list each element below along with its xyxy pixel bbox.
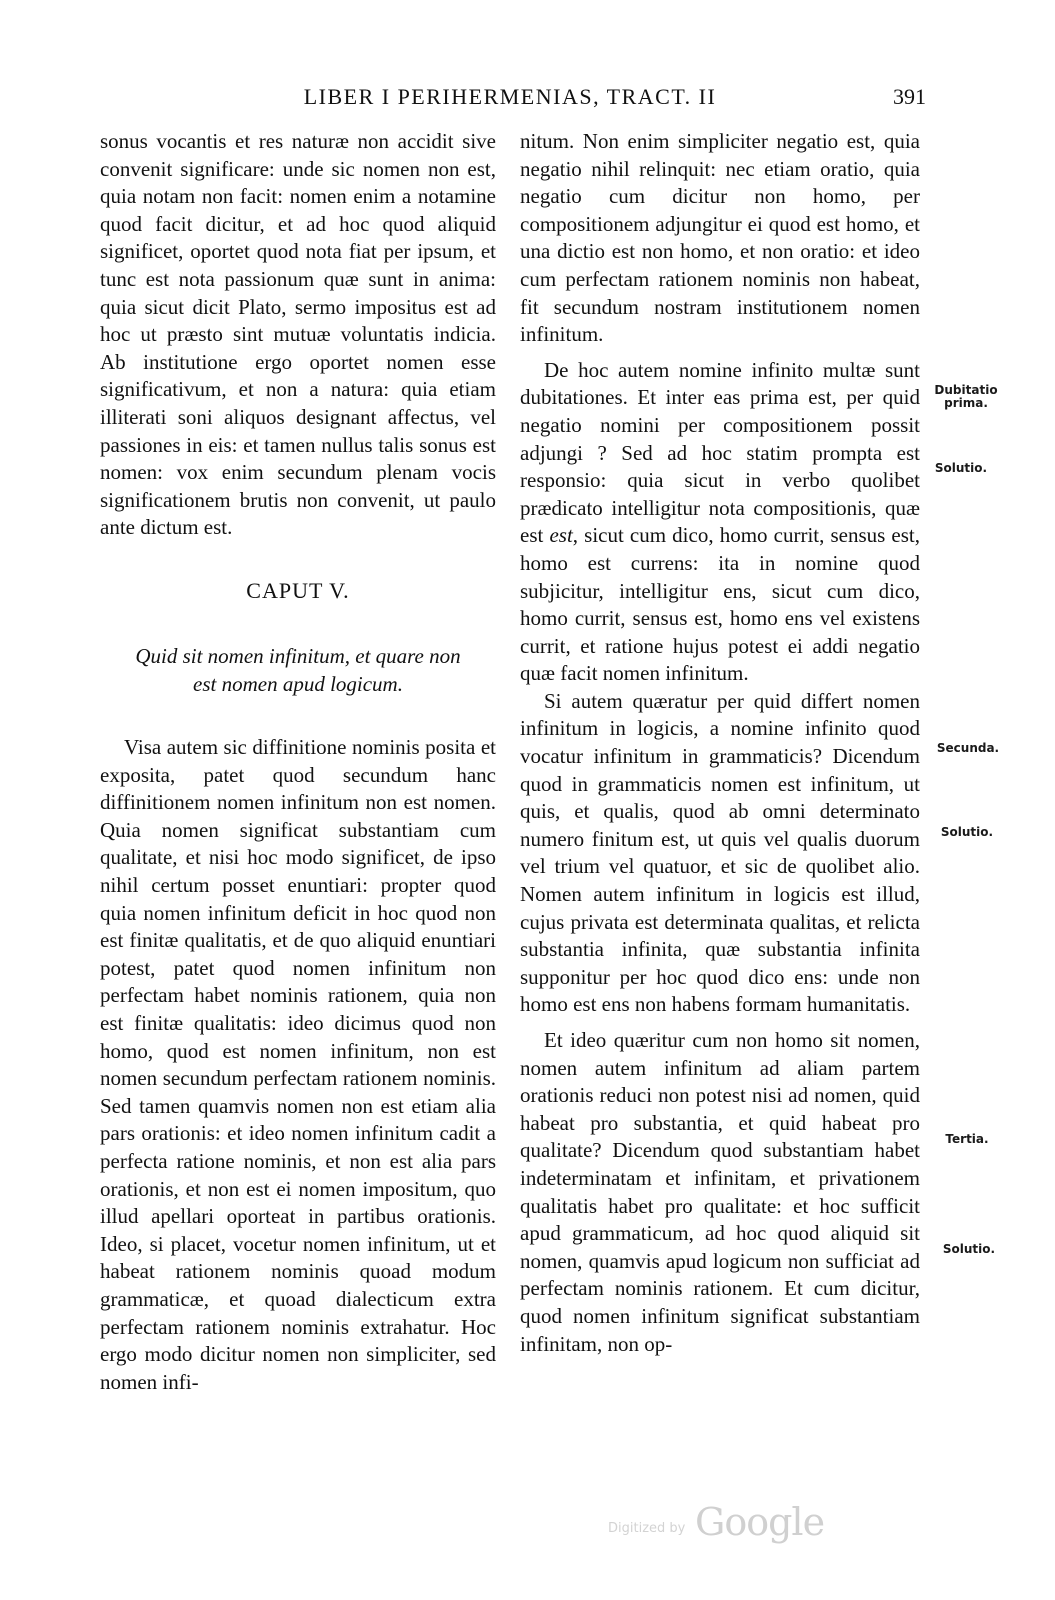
left-paragraph-2: Visa autem sic diffinitione nominis posita et exposita, patet quod secundum hanc diffinitionem nomen infinitum non est nomen. Quia nomen significat substantiam cum qualitate, et nisi hoc modo significet, de ipso nihil certum posset enuntiari: propter quod quia nomen infinitum deficit in hoc quod non est finitæ qualitatis, et de quo aliquid enuntiari potest, patet quod nomen infinitum non perfectam habet nominis rationem, quia non est finitæ qualitatis: ideo dicimus quod non homo, quod est nomen infinitum, non est nomen secundum perfectam rationem nominis. Sed tamen quamvis nomen non est etiam alia pars orationis: et ideo nomen infinitum cadit a perfecta ratione nominis, et non est alia pars orationis, et non est ei nomen impositum, quo illud apellari oporteat in partibus orationis. Ideo, si placet, vocetur nomen infinitum, ut et habeat rationem nominis quoad modum grammaticæ, et quoad dialecticum extra perfectam rationem nominis extrahatur. Hoc ergo modo dicitur nomen non simpliciter, sed nomen infi- [100, 735, 496, 1394]
left-paragraph-1: sonus vocantis et res naturæ non accidit sive convenit significare: unde sic nomen non est, quia notam non facit: nomen enim a notamine quod facit dicitur, et ad hoc quod aliquid significet, oportet quod nota fiat per ipsum, et tunc est nota passionum quæ sunt in anima: quia sicut dicit Plato, sermo impositus est ad hoc ut præsto sint mutuæ voluntatis indicia. Ab institutione ergo oportet nomen esse significativum, et non a natura: quia etiam illiterati soni aliquos designant affectus, vel passiones in eis: et tamen nullus talis sonus est nomen: vox enim secundum plenam vocis significationem brutis non convenit, ut paulo ante dictum est. [100, 129, 496, 540]
left-column [100, 128, 496, 1396]
page-number: 391 [893, 84, 926, 109]
right-paragraph-2-part-b: , sicut cum dico, homo currit, sensus est, homo est currens: ita in nomine quod subjicitur, intelligitur ens, sicut cum dico, homo currit, sensus est, homo ens vel existens currit, et ratione hujus potest ei addi negatio quæ facit nomen infinitum. [520, 523, 921, 686]
marginal-note-secunda: Secunda. [936, 741, 1000, 755]
right-column [520, 128, 920, 1358]
right-paragraph-4: Et ideo quæritur cum non homo sit nomen, nomen autem infinitum ad aliam partem orationis reduci non potest nisi ad nomen, quid habeat pro substantia, et quid habeat pro qualitate? Dicendum quod substantiam habet indeterminatam et infinitam, et privationem qualitatis habet pro qualitate: et hoc sufficit apud grammaticum, ad hoc quod aliquid sit nomen, quamvis apud logicum non sufficiat ad perfectam nominis rationem. Et cum dicitur, quod nomen infinitum significat substantiam infinitam, non op- [520, 1028, 920, 1356]
emphasized-word: est [549, 523, 573, 548]
marginal-note-solutio-3: Solutio. [942, 1242, 996, 1256]
chapter-subtitle-line-1: Quid sit nomen infinitum, et quare non [135, 643, 461, 668]
chapter-subtitle [100, 643, 496, 698]
right-paragraph-2 [520, 357, 920, 688]
google-logo: Google [695, 1500, 825, 1544]
marginal-note-tertia: Tertia. [945, 1132, 989, 1146]
marginal-dubitatio-line-1: Dubitatio [934, 383, 998, 397]
marginal-note-solutio-2: Solutio. [940, 825, 994, 839]
right-paragraph-2-part-a: De hoc autem nomine infinito multæ sunt dubitationes. Et inter eas prima est, per quid negatio nomini per compositionem possit adjungi ? Sed ad hoc statim prompta est responsio: quia sicut in verbo quolibet prædicato intelligitur nota compositionis, quæ est [520, 357, 920, 548]
right-paragraph-3: Si autem quæratur per quid differt nomen infinitum in logicis, a nomine infinito quod vocatur infinitum in grammaticis? Dicendum quod in grammaticis nomen est infinitum, ut quis, et qualis, quod ab omni determinato numero finitum est, ut quis vel qualis duorum vel trium vel quatuor, et sic de quolibet alio. Nomen autem infinitum in logicis est illud, cujus privata est determinata qualitas, et relicta substantia infinita, quæ substantia infinita supponitur per hoc quod dico ens: unde non homo est ens non habens formam humanitatis. [520, 688, 920, 1017]
running-title: LIBER I PERIHERMENIAS, TRACT. II [303, 84, 717, 109]
watermark-caption: Digitized by [608, 1521, 686, 1536]
digitization-watermark [600, 1500, 840, 1550]
right-paragraph-1: nitum. Non enim simpliciter negatio est, quia negatio nihil relinquit: nec etiam oratio, quia negatio cum dicitur non homo, per compositionem adjungitur ei quod est homo, et una dictio est non homo, et non oratio: et ideo cum perfectam rationem nominis non habeat, fit secundum nostram institutionem nomen infinitum. [520, 129, 920, 347]
marginal-note-dubitatio [930, 384, 1002, 410]
chapter-subtitle-line-2: est nomen apud logicum. [193, 671, 403, 696]
chapter-heading: CAPUT V. [246, 577, 350, 603]
marginal-dubitatio-line-2: prima. [944, 396, 988, 410]
marginal-note-solutio-1: Solutio. [934, 461, 988, 475]
